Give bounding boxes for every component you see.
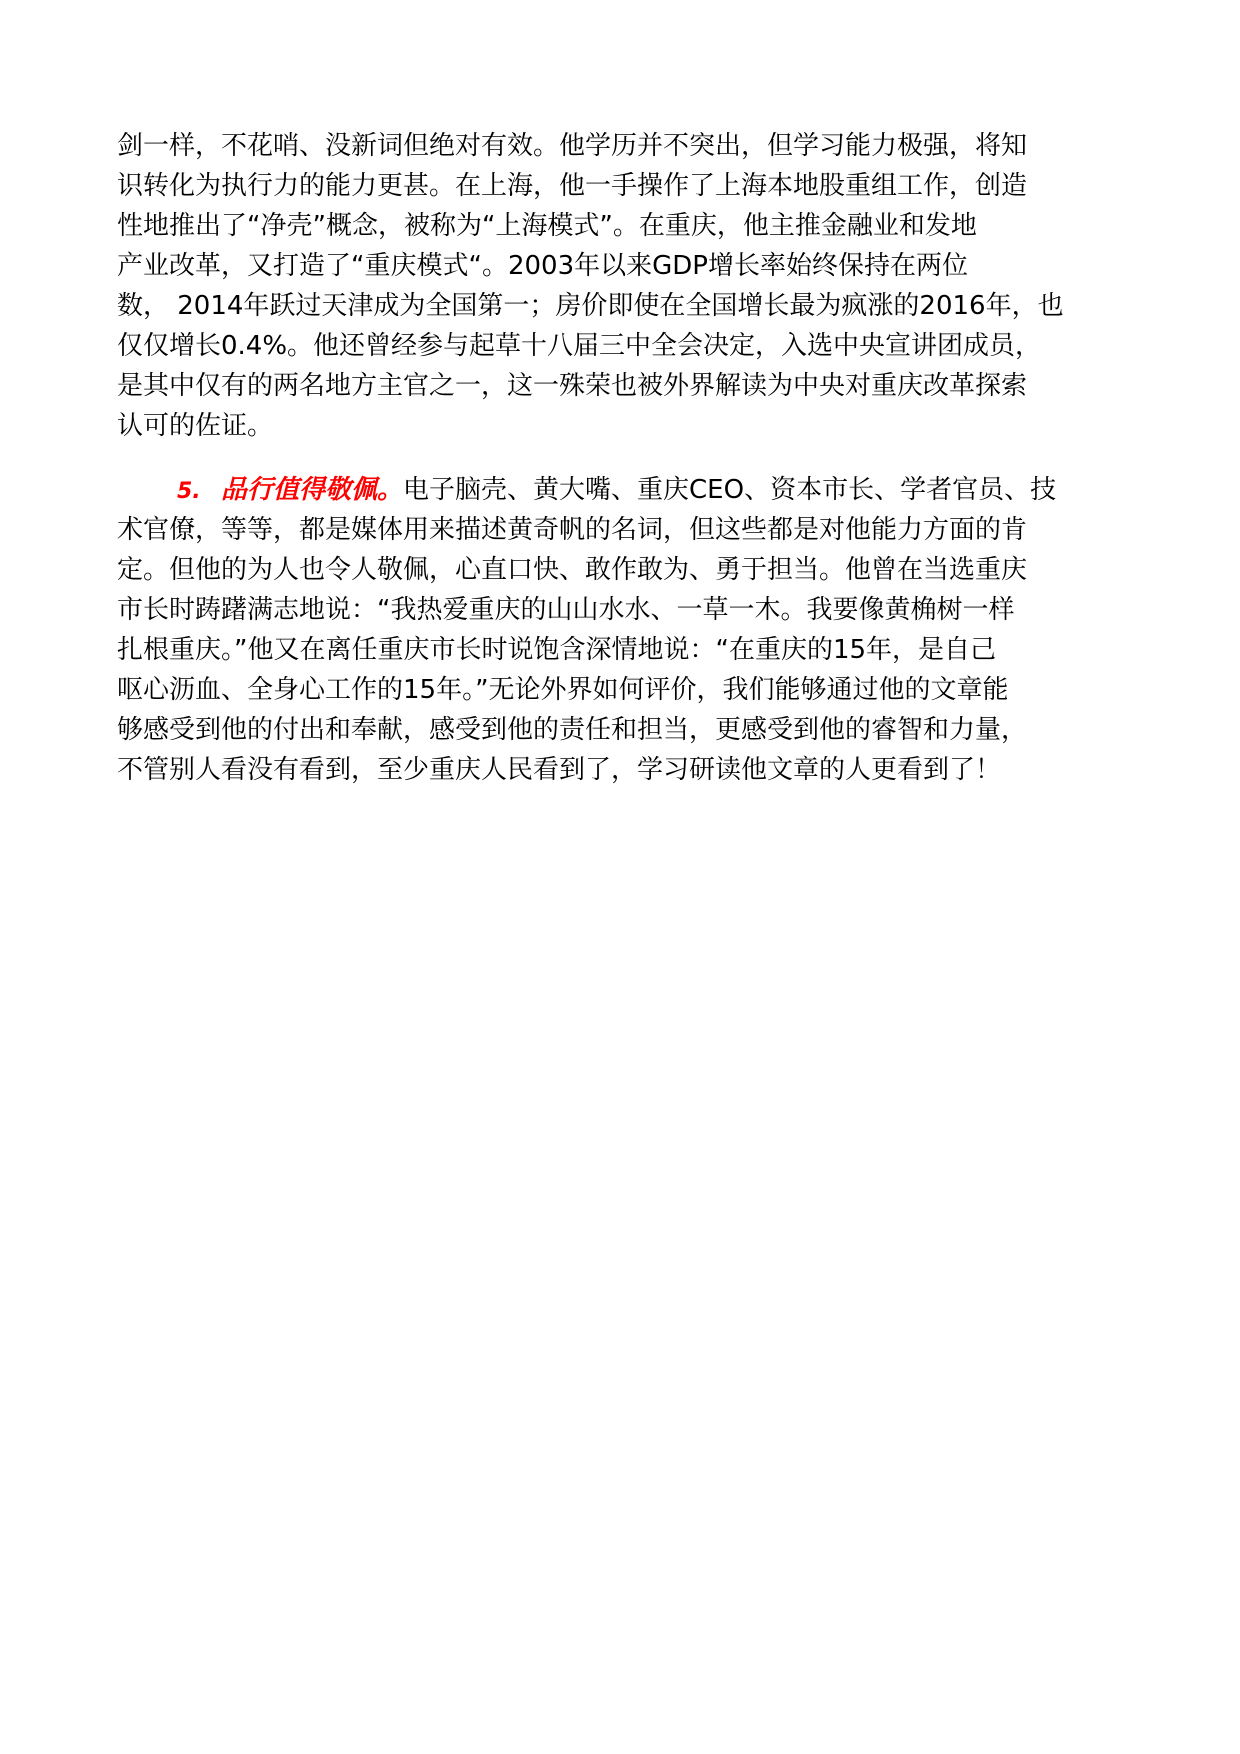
paragraph-line: 够感受到他的付出和奉献，感受到他的责任和担当，更感受到他的睿智和力量，: [117, 715, 1028, 745]
paragraph-line: 剑一样，不花哨、没新词但绝对有效。他学历并不突出，但学习能力极强，将知: [117, 131, 1028, 161]
paragraph-line: 不管别人看没有看到，至少重庆人民看到了，学习研读他文章的人更看到了！: [117, 755, 1002, 785]
paragraph-line: 认可的佐证。: [117, 411, 274, 441]
paragraph-line: 扎根重庆。”他又在离任重庆市长时说饱含深情地说：“在重庆的15年，是自己: [117, 635, 997, 665]
paragraph-line: 定。但他的为人也令人敬佩，心直口快、敢作敢为、勇于担当。他曾在当选重庆: [117, 555, 1028, 585]
paragraph-capabilities: [117, 126, 1129, 446]
paragraph-line: 是其中仅有的两名地方主官之一，这一殊荣也被外界解读为中央对重庆改革探索: [117, 371, 1028, 401]
paragraph-line: 仅仅增长0.4%。他还曾经参与起草十八届三中全会决定，入选中央宣讲团成员，: [117, 331, 1042, 361]
paragraph-line: 识转化为执行力的能力更甚。在上海，他一手操作了上海本地股重组工作，创造: [117, 171, 1028, 201]
paragraph-line-text: 电子脑壳、黄大嘴、重庆CEO、资本市长、学者官员、技: [403, 475, 1057, 505]
section-heading: 品行值得敬佩。: [221, 475, 404, 505]
paragraph-line: 术官僚，等等，都是媒体用来描述黄奇帆的名词，但这些都是对他能力方面的肯: [117, 515, 1028, 545]
list-number: 5.: [177, 479, 201, 504]
paragraph-line: 数， 2014年跃过天津成为全国第一；房价即使在全国增长最为疯涨的2016年，也: [117, 291, 1064, 321]
paragraph-character: [117, 470, 1129, 790]
paragraph-line: 呕心沥血、全身心工作的15年。”无论外界如何评价，我们能够通过他的文章能: [117, 675, 1009, 705]
paragraph-line: 产业改革，又打造了“重庆模式“。2003年以来GDP增长率始终保持在两位: [117, 251, 968, 281]
paragraph-first-line: [117, 470, 1129, 510]
paragraph-line: 性地推出了“净壳”概念，被称为“上海模式”。在重庆，他主推金融业和发地: [117, 211, 977, 241]
paragraph-line: 市长时踌躇满志地说：“我热爱重庆的山山水水、一草一木。我要像黄桷树一样: [117, 595, 1015, 625]
